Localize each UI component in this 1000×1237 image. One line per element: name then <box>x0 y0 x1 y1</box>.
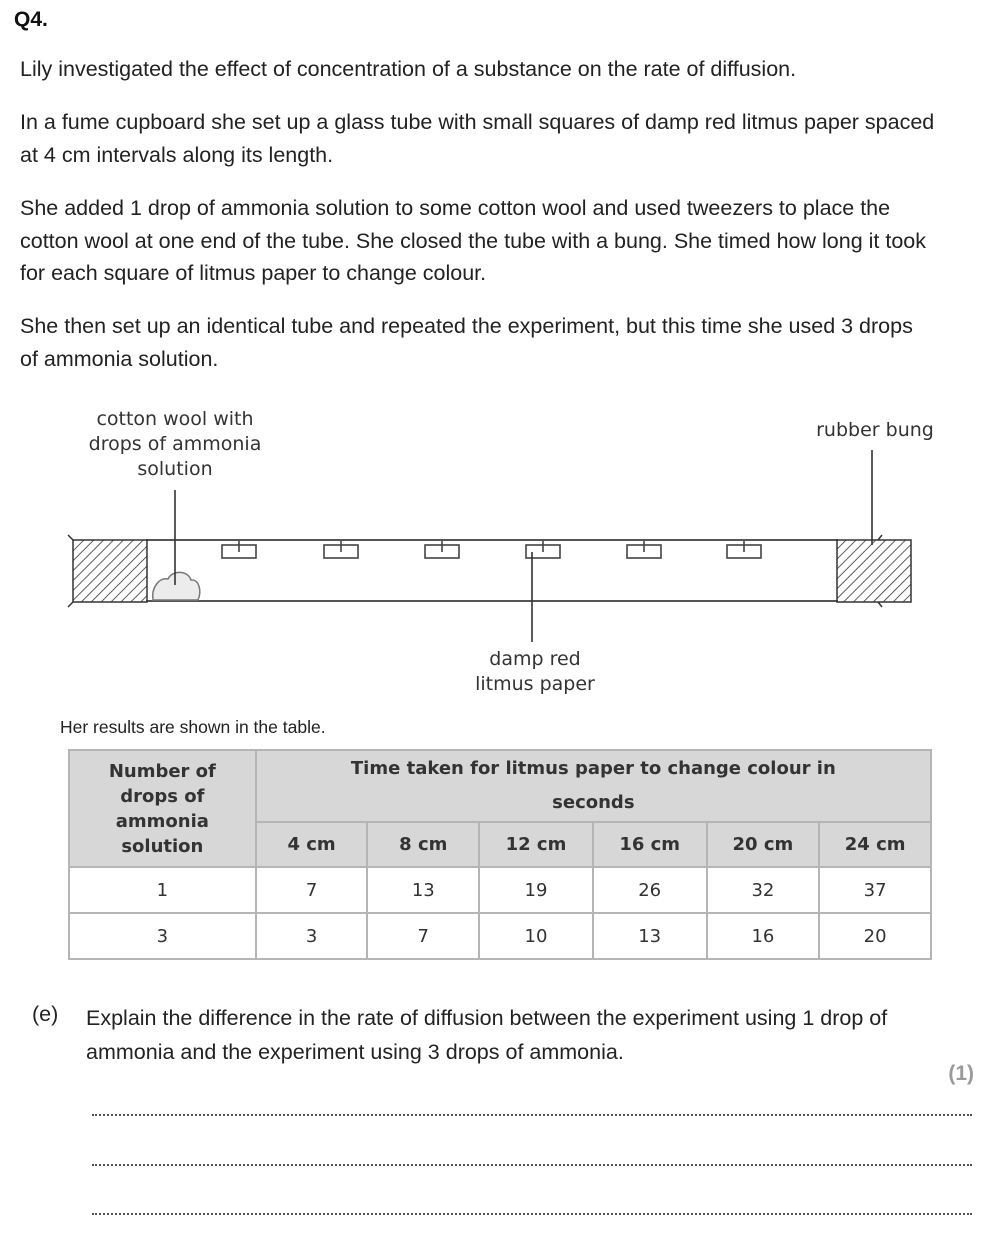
time-cell: 19 <box>479 867 593 913</box>
apparatus-diagram <box>60 395 950 710</box>
method-paragraph: She added 1 drop of ammonia solution to some cotton wool and used tweezers to place the cotton wool at one end of the tube. She closed the tube with a bung. She timed how long it took for each square of litmus paper to change colour. <box>20 196 927 285</box>
answer-line-2[interactable] <box>92 1164 972 1166</box>
time-cell: 20 <box>819 913 931 959</box>
cotton-wool-label: cotton wool with drops of ammonia solution <box>88 408 262 480</box>
time-cell: 13 <box>593 913 707 959</box>
time-cell: 13 <box>367 867 479 913</box>
time-cell: 7 <box>367 913 479 959</box>
intro-paragraph: Lily investigated the effect of concentration of a substance on the rate of diffusion. <box>20 57 797 81</box>
time-cell: 7 <box>256 867 368 913</box>
time-cell: 16 <box>707 913 820 959</box>
drops-cell: 1 <box>69 867 256 913</box>
rubber-bung-label: rubber bung <box>816 419 934 441</box>
results-table <box>68 749 932 960</box>
column-header: 4 cm <box>256 822 368 867</box>
table-row <box>69 867 931 913</box>
table-row <box>69 913 931 959</box>
rubber-bung <box>837 535 911 607</box>
answer-line-3[interactable] <box>92 1213 972 1215</box>
part-e-question: Explain the difference in the rate of diffusion between the experiment using 1 drop of ammonia and the experiment using 3 drops of ammonia. <box>86 1006 888 1064</box>
answer-line-1[interactable] <box>92 1114 972 1116</box>
repeat-paragraph: She then set up an identical tube and repeated the experiment, but this time she used 3 drops of ammonia solution. <box>20 314 913 371</box>
drops-cell: 3 <box>69 913 256 959</box>
setup-paragraph: In a fume cupboard she set up a glass tube with small squares of damp red litmus paper spaced at 4 cm intervals along its length. <box>20 110 935 167</box>
time-cell: 37 <box>819 867 931 913</box>
time-cell: 32 <box>707 867 820 913</box>
column-header: 16 cm <box>593 822 707 867</box>
left-end-plug <box>68 535 147 607</box>
row-header-drops: Number of drops of ammonia solution <box>69 750 256 867</box>
cotton-wool <box>153 572 200 600</box>
time-cell: 3 <box>256 913 368 959</box>
table-intro: Her results are shown in the table. <box>60 717 326 737</box>
litmus-squares <box>222 541 761 558</box>
column-header: 12 cm <box>479 822 593 867</box>
column-header: 24 cm <box>819 822 931 867</box>
time-cell: 10 <box>479 913 593 959</box>
column-header: 8 cm <box>367 822 479 867</box>
marks-indicator: (1) <box>948 1062 974 1085</box>
time-cell: 26 <box>593 867 707 913</box>
column-header: 20 cm <box>707 822 820 867</box>
question-number: Q4. <box>14 8 48 31</box>
group-header-time: Time taken for litmus paper to change colour in seconds <box>256 750 931 822</box>
part-e-label: (e) <box>32 1002 59 1026</box>
litmus-paper-label: damp red litmus paper <box>475 648 595 695</box>
